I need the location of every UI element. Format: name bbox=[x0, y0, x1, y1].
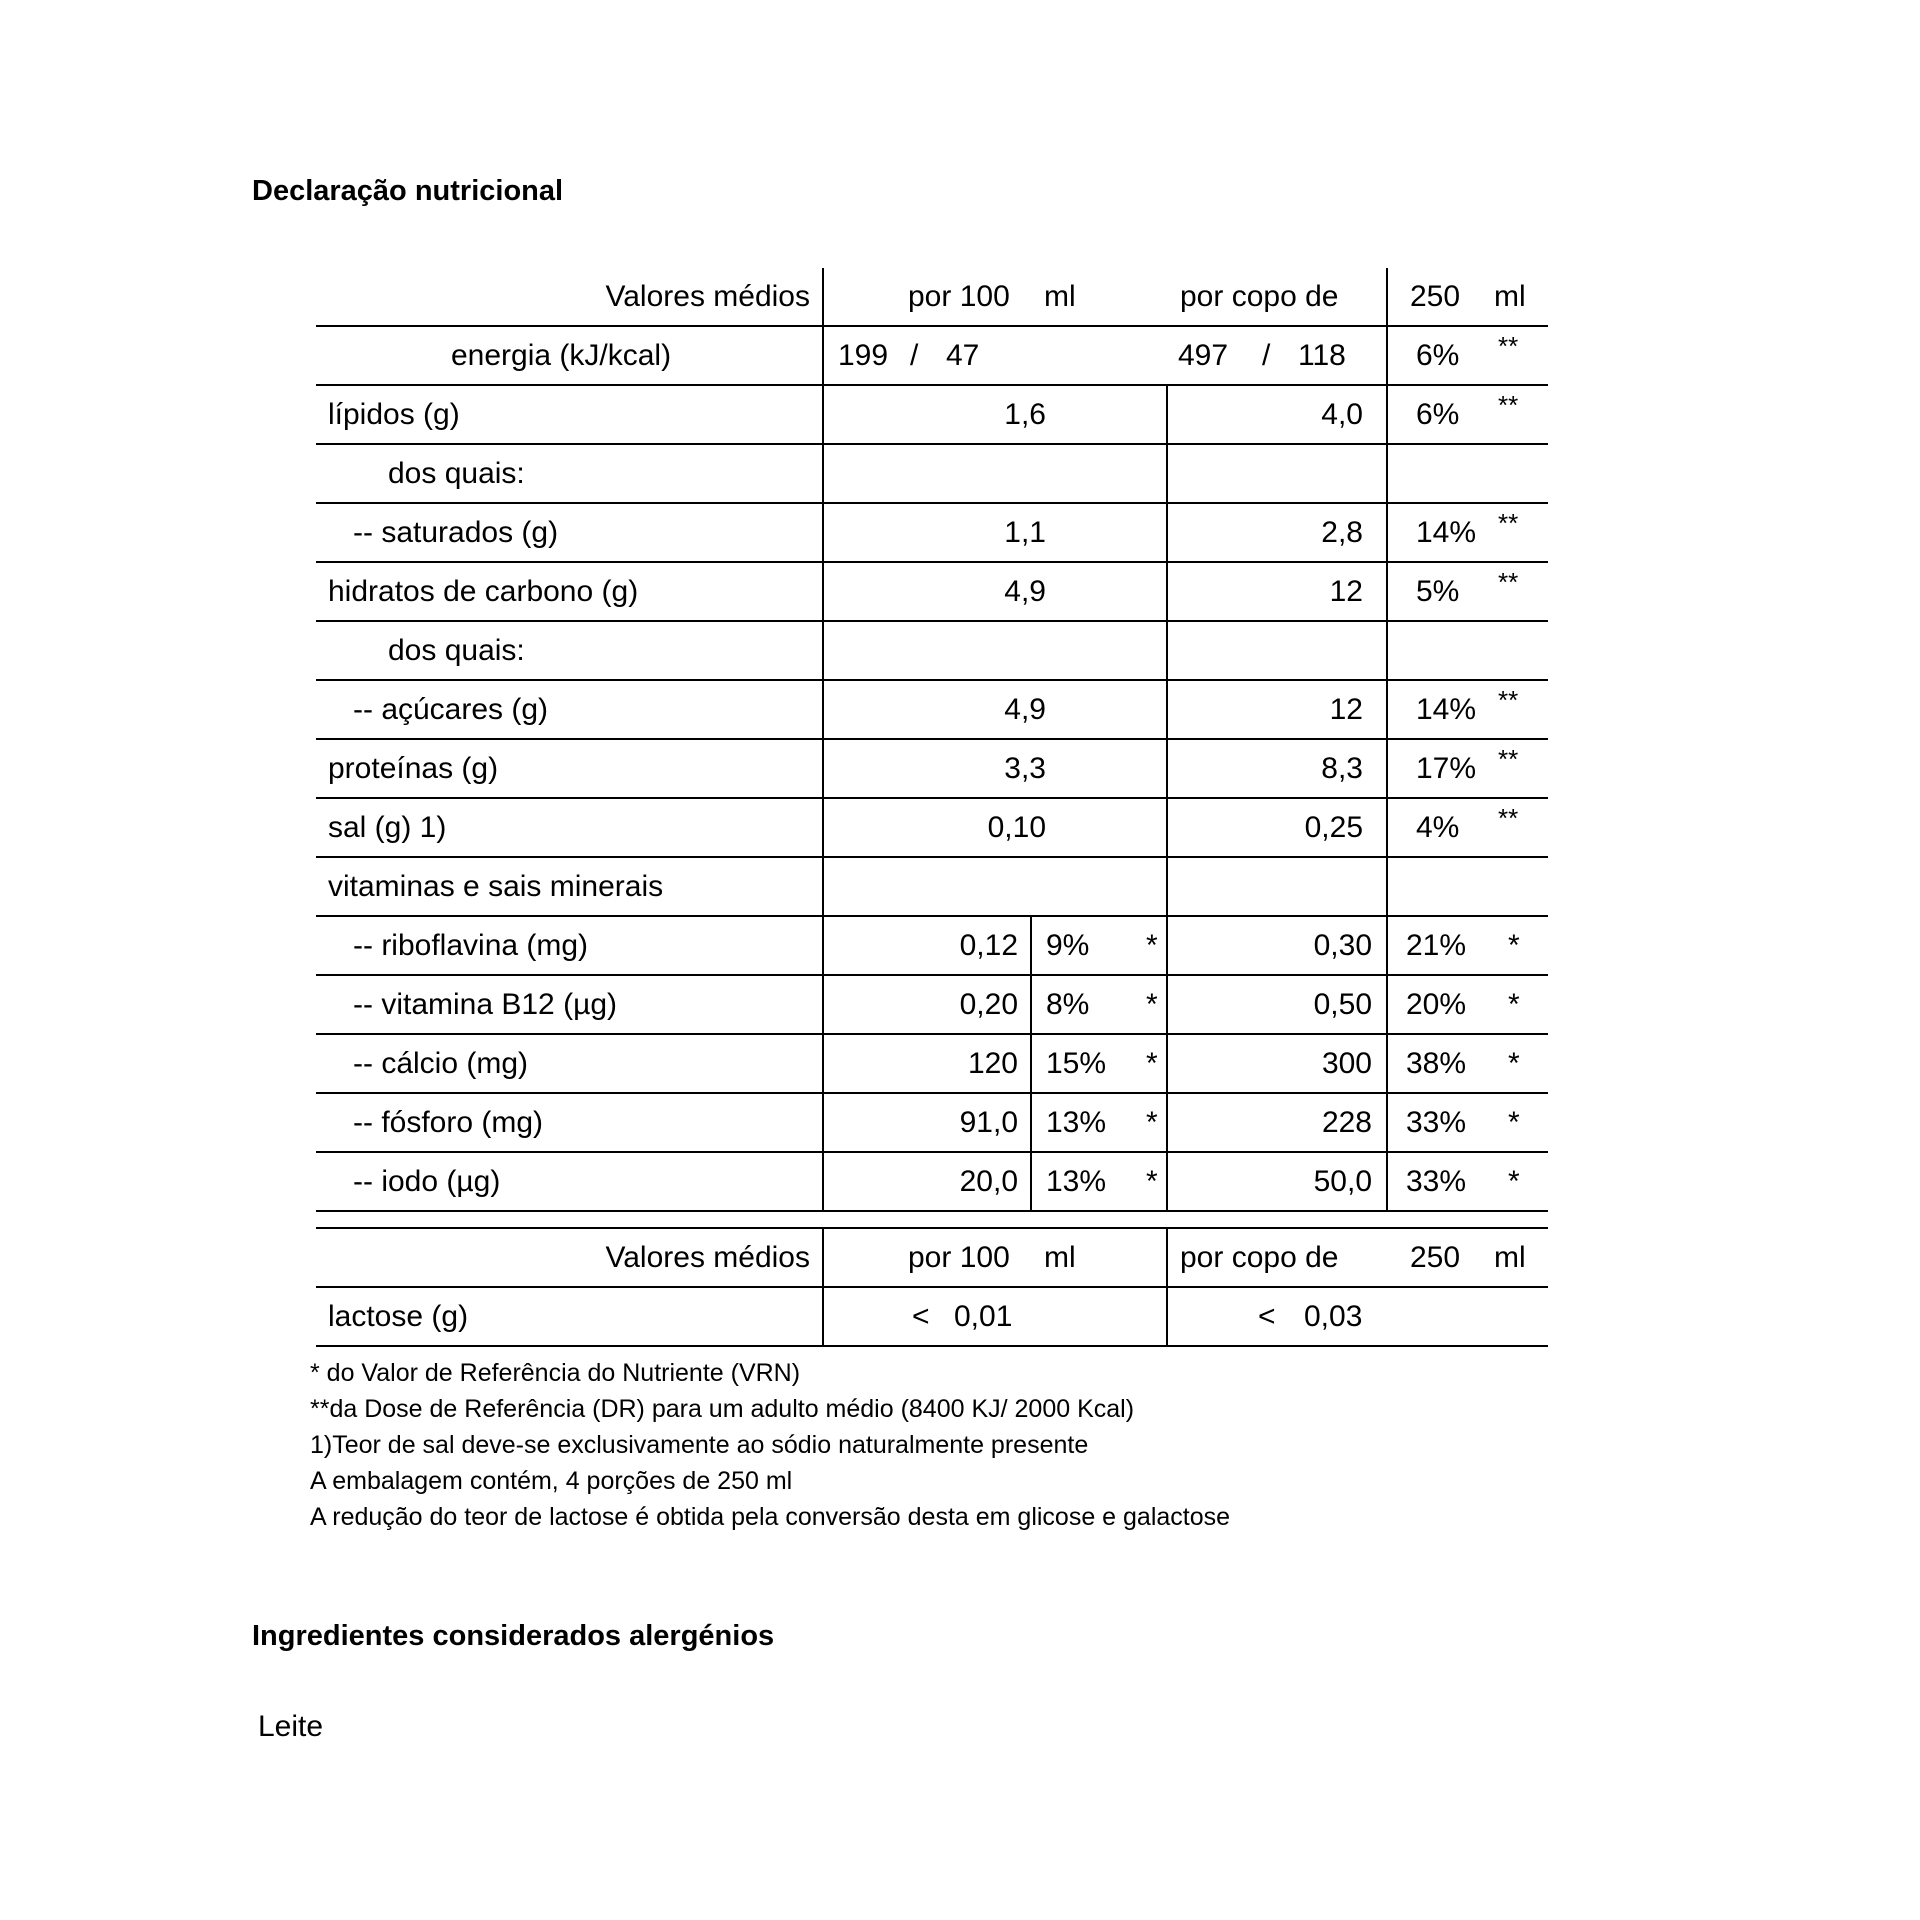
table-row bbox=[316, 622, 1548, 681]
footnote: A embalagem contém, 4 porções de 250 ml bbox=[310, 1467, 793, 1495]
pct-per-glass: 4% bbox=[1416, 811, 1460, 844]
nutrition-table bbox=[316, 268, 1548, 1212]
table-row bbox=[316, 740, 1548, 799]
reference-mark: ** bbox=[1498, 567, 1519, 597]
footnote: * do Valor de Referência do Nutriente (VRN) bbox=[310, 1359, 801, 1387]
reference-mark-250: * bbox=[1508, 1106, 1520, 1139]
pct-per-100ml: 15% bbox=[1046, 1047, 1107, 1080]
value-per-glass: 50,0 bbox=[1313, 1165, 1372, 1198]
pct-per-100ml: 13% bbox=[1046, 1165, 1107, 1198]
table-row-vitamin bbox=[316, 1035, 1548, 1094]
row-label: dos quais: bbox=[388, 634, 525, 667]
reference-mark: ** bbox=[1498, 508, 1519, 538]
row-label: -- riboflavina (mg) bbox=[353, 929, 589, 962]
lactose-lt-100: < bbox=[912, 1300, 930, 1333]
value-per-100ml: 3,3 bbox=[1004, 752, 1046, 785]
pct-per-glass: 33% bbox=[1406, 1165, 1467, 1198]
value-per-100ml: 91,0 bbox=[959, 1106, 1018, 1139]
value-per-glass: 2,8 bbox=[1321, 516, 1363, 549]
value-per-glass: 12 bbox=[1329, 575, 1363, 608]
table-row-energy bbox=[316, 327, 1548, 386]
reference-mark-250: * bbox=[1508, 1165, 1520, 1198]
energy-kj-100: 199 bbox=[838, 339, 889, 372]
pct-per-100ml: 13% bbox=[1046, 1106, 1107, 1139]
value-per-glass: 4,0 bbox=[1321, 398, 1363, 431]
reference-mark-250: * bbox=[1508, 929, 1520, 962]
row-label: lípidos (g) bbox=[328, 398, 460, 431]
energy-pct: 6% bbox=[1416, 339, 1460, 372]
energy-kcal-250: 118 bbox=[1298, 339, 1346, 372]
lactose-value-250: 0,03 bbox=[1304, 1300, 1363, 1333]
pct-per-100ml: 9% bbox=[1046, 929, 1090, 962]
reference-mark-100: * bbox=[1146, 1165, 1158, 1198]
table-row bbox=[316, 799, 1548, 858]
value-per-glass: 0,50 bbox=[1313, 988, 1372, 1021]
table-row bbox=[316, 563, 1548, 622]
pct-per-glass: 6% bbox=[1416, 398, 1460, 431]
value-per-100ml: 1,1 bbox=[1004, 516, 1046, 549]
header-per100: por 100 bbox=[908, 280, 1010, 313]
energy-kcal-100: 47 bbox=[946, 339, 980, 372]
table-row-vitamin bbox=[316, 976, 1548, 1035]
header-perglass-unit: ml bbox=[1494, 280, 1526, 313]
reference-mark: ** bbox=[1498, 390, 1519, 420]
reference-mark: ** bbox=[1498, 685, 1519, 715]
pct-per-glass: 5% bbox=[1416, 575, 1460, 608]
header-label: Valores médios bbox=[605, 280, 810, 313]
energy-mark: ** bbox=[1498, 331, 1519, 361]
lactose-lt-250: < bbox=[1258, 1300, 1276, 1333]
value-per-100ml: 20,0 bbox=[959, 1165, 1018, 1198]
lactose-label: lactose (g) bbox=[328, 1300, 469, 1333]
reference-mark: ** bbox=[1498, 744, 1519, 774]
footnote: 1)Teor de sal deve-se exclusivamente ao sódio naturalmente presente bbox=[310, 1431, 1089, 1459]
row-label: hidratos de carbono (g) bbox=[328, 575, 639, 608]
value-per-100ml: 1,6 bbox=[1004, 398, 1046, 431]
row-label: -- açúcares (g) bbox=[353, 693, 549, 726]
value-per-glass: 300 bbox=[1321, 1047, 1372, 1080]
value-per-100ml: 120 bbox=[967, 1047, 1018, 1080]
header-perglass: por copo de bbox=[1180, 1241, 1339, 1274]
reference-mark-100: * bbox=[1146, 1047, 1158, 1080]
table-row-lactose bbox=[316, 1288, 1548, 1347]
pct-per-glass: 14% bbox=[1416, 516, 1477, 549]
header-per100-unit: ml bbox=[1044, 280, 1076, 313]
row-label: -- cálcio (mg) bbox=[353, 1047, 529, 1080]
pct-per-glass: 38% bbox=[1406, 1047, 1467, 1080]
footnote: A redução do teor de lactose é obtida pela conversão desta em glicose e galactose bbox=[310, 1503, 1231, 1531]
energy-kj-250: 497 bbox=[1178, 339, 1229, 372]
value-per-glass: 8,3 bbox=[1321, 752, 1363, 785]
header-perglass-unit: ml bbox=[1494, 1241, 1526, 1274]
allergens-heading: Ingredientes considerados alergénios bbox=[252, 1620, 775, 1652]
reference-mark-100: * bbox=[1146, 988, 1158, 1021]
table-header-row bbox=[316, 268, 1548, 327]
reference-mark-100: * bbox=[1146, 929, 1158, 962]
value-per-glass: 228 bbox=[1321, 1106, 1372, 1139]
value-per-100ml: 0,12 bbox=[959, 929, 1018, 962]
row-label: -- saturados (g) bbox=[353, 516, 559, 549]
energy-sep-100: / bbox=[910, 339, 919, 372]
value-per-100ml: 0,10 bbox=[987, 811, 1046, 844]
table-row-vitamin bbox=[316, 1153, 1548, 1212]
allergen-item: Leite bbox=[258, 1710, 324, 1743]
row-label: -- fósforo (mg) bbox=[353, 1106, 544, 1139]
value-per-100ml: 4,9 bbox=[1004, 693, 1046, 726]
row-label: -- iodo (µg) bbox=[353, 1165, 501, 1198]
lactose-value-100: 0,01 bbox=[954, 1300, 1013, 1333]
table-header-row bbox=[316, 1229, 1548, 1288]
row-label: dos quais: bbox=[388, 457, 525, 490]
header-perglass: por copo de bbox=[1180, 280, 1339, 313]
row-label: vitaminas e sais minerais bbox=[328, 870, 664, 903]
energy-label: energia (kJ/kcal) bbox=[451, 339, 672, 372]
energy-sep-250: / bbox=[1262, 339, 1271, 372]
value-per-glass: 12 bbox=[1329, 693, 1363, 726]
pct-per-glass: 14% bbox=[1416, 693, 1477, 726]
header-perglass-qty: 250 bbox=[1410, 1241, 1461, 1274]
table-row bbox=[316, 504, 1548, 563]
header-per100-unit: ml bbox=[1044, 1241, 1076, 1274]
table-row bbox=[316, 681, 1548, 740]
footnote: **da Dose de Referência (DR) para um adulto médio (8400 KJ/ 2000 Kcal) bbox=[310, 1395, 1135, 1423]
pct-per-100ml: 8% bbox=[1046, 988, 1090, 1021]
table-row-vitamin bbox=[316, 1094, 1548, 1153]
table-row-vitamin bbox=[316, 917, 1548, 976]
lactose-table bbox=[316, 1227, 1548, 1347]
pct-per-glass: 21% bbox=[1406, 929, 1467, 962]
value-per-100ml: 0,20 bbox=[959, 988, 1018, 1021]
table-row bbox=[316, 445, 1548, 504]
page-title: Declaração nutricional bbox=[252, 175, 564, 207]
reference-mark-100: * bbox=[1146, 1106, 1158, 1139]
table-row bbox=[316, 386, 1548, 445]
row-label: -- vitamina B12 (µg) bbox=[353, 988, 618, 1021]
value-per-100ml: 4,9 bbox=[1004, 575, 1046, 608]
reference-mark-250: * bbox=[1508, 1047, 1520, 1080]
row-label: sal (g) 1) bbox=[328, 811, 447, 844]
footnotes bbox=[310, 1355, 1230, 1535]
pct-per-glass: 17% bbox=[1416, 752, 1477, 785]
pct-per-glass: 20% bbox=[1406, 988, 1467, 1021]
header-per100: por 100 bbox=[908, 1241, 1010, 1274]
table-row bbox=[316, 858, 1548, 917]
row-label: proteínas (g) bbox=[328, 752, 499, 785]
reference-mark-250: * bbox=[1508, 988, 1520, 1021]
reference-mark: ** bbox=[1498, 803, 1519, 833]
value-per-glass: 0,30 bbox=[1313, 929, 1372, 962]
value-per-glass: 0,25 bbox=[1304, 811, 1363, 844]
pct-per-glass: 33% bbox=[1406, 1106, 1467, 1139]
header-label: Valores médios bbox=[605, 1241, 810, 1274]
header-perglass-qty: 250 bbox=[1410, 280, 1461, 313]
